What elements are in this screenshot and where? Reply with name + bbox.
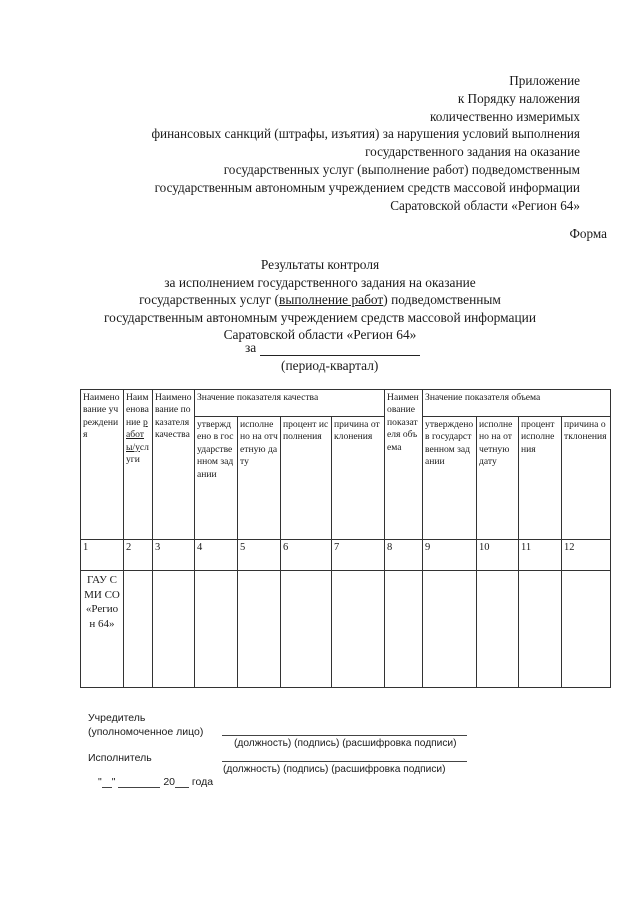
title-line3-post: ) подведомственным bbox=[383, 292, 501, 308]
date-suffix: года bbox=[191, 776, 214, 788]
column-number-row bbox=[81, 540, 611, 571]
table-cell[interactable] bbox=[124, 571, 153, 688]
header-quality-indicator: Наименование показателя качества bbox=[153, 390, 195, 540]
header-work-service-post: слуги bbox=[126, 441, 149, 466]
header-volume-executed: исполнено на отчетную дату bbox=[477, 417, 519, 540]
column-number: 6 bbox=[281, 540, 332, 571]
period-blank[interactable] bbox=[260, 342, 420, 356]
header-volume-indicator: Наименование показателя объема bbox=[385, 390, 423, 540]
date-year-blank[interactable] bbox=[175, 777, 189, 788]
header-institution: Наименование учреждения bbox=[81, 390, 124, 540]
appendix-line: финансовых санкций (штрафы, изъятия) за нарушения условий выполнения bbox=[151, 126, 580, 142]
executor-label: Исполнитель bbox=[88, 752, 152, 764]
table-cell[interactable] bbox=[477, 571, 519, 688]
period-prefix: за bbox=[245, 340, 257, 355]
table-row bbox=[81, 571, 611, 688]
column-number: 3 bbox=[153, 540, 195, 571]
form-label: Форма bbox=[569, 226, 607, 241]
title-line3-pre: государственных услуг ( bbox=[139, 292, 280, 308]
column-number: 7 bbox=[332, 540, 385, 571]
column-number: 4 bbox=[195, 540, 238, 571]
table-cell[interactable] bbox=[238, 571, 281, 688]
column-number: 10 bbox=[477, 540, 519, 571]
table-cell[interactable] bbox=[562, 571, 611, 688]
appendix-header bbox=[60, 72, 580, 214]
header-quality-executed: исполнено на отчетную дату bbox=[238, 417, 281, 540]
title-line: за исполнением государственного задания на оказание bbox=[164, 274, 476, 290]
table-cell[interactable] bbox=[423, 571, 477, 688]
appendix-line: количественно измеримых bbox=[430, 108, 580, 124]
header-work-service-underlined: работы/у bbox=[126, 416, 148, 453]
title-line: Результаты контроля bbox=[260, 257, 380, 272]
table-cell[interactable] bbox=[332, 571, 385, 688]
document-title bbox=[0, 256, 640, 344]
column-number: 1 bbox=[81, 540, 124, 571]
founder-caption: (должность) (подпись) (расшифровка подписи) bbox=[234, 738, 457, 749]
appendix-line: к Порядку наложения bbox=[457, 90, 580, 106]
date-day-blank[interactable] bbox=[102, 777, 112, 788]
date-quote-open: " bbox=[98, 776, 102, 788]
header-volume-percent: процент исполнения bbox=[519, 417, 562, 540]
appendix-line: государственным автономным учреждением средств массовой информации bbox=[154, 179, 580, 195]
header-volume-reason: причина отклонения bbox=[562, 417, 611, 540]
title-line: Саратовской области «Регион 64» bbox=[223, 327, 417, 343]
period-line bbox=[245, 340, 420, 356]
control-results-table bbox=[80, 389, 611, 688]
header-quality-reason: причина отклонения bbox=[332, 417, 385, 540]
header-volume-approved: утверждено в государственном задании bbox=[423, 417, 477, 540]
appendix-line: Саратовской области «Регион 64» bbox=[390, 197, 580, 213]
date-year-prefix: 20 bbox=[163, 776, 175, 788]
header-work-service-pre: Наименование bbox=[126, 392, 149, 428]
table-cell[interactable] bbox=[385, 571, 423, 688]
column-number: 2 bbox=[124, 540, 153, 571]
appendix-line: Приложение bbox=[509, 73, 580, 88]
date-quote-close: " bbox=[111, 776, 116, 788]
institution-cell: ГАУ СМИ СО «Регион 64» bbox=[81, 571, 124, 688]
period-caption: (период-квартал) bbox=[281, 358, 379, 373]
date-line bbox=[98, 776, 213, 788]
executor-caption: (должность) (подпись) (расшифровка подписи) bbox=[223, 764, 446, 775]
header-quality-approved: утверждено в государственном задании bbox=[195, 417, 238, 540]
title-line: государственным автономным учреждением средств массовой информации bbox=[104, 309, 536, 325]
header-volume-group: Значение показателя объема bbox=[423, 390, 611, 417]
column-number: 5 bbox=[238, 540, 281, 571]
column-number: 9 bbox=[423, 540, 477, 571]
date-month-blank[interactable] bbox=[118, 777, 160, 788]
column-number: 12 bbox=[562, 540, 611, 571]
header-work-service bbox=[124, 390, 153, 540]
founder-signature-line[interactable] bbox=[222, 735, 467, 736]
header-quality-group: Значение показателя качества bbox=[195, 390, 385, 417]
table-cell[interactable] bbox=[519, 571, 562, 688]
table-cell[interactable] bbox=[153, 571, 195, 688]
header-quality-percent: процент исполнения bbox=[281, 417, 332, 540]
title-line bbox=[0, 291, 640, 309]
table-cell[interactable] bbox=[195, 571, 238, 688]
appendix-line: государственного задания на оказание bbox=[365, 144, 580, 160]
appendix-line: государственных услуг (выполнение работ) подведомственным bbox=[223, 161, 580, 177]
founder-sub-label: (уполномоченное лицо) bbox=[88, 726, 204, 738]
column-number: 11 bbox=[519, 540, 562, 571]
table-cell[interactable] bbox=[281, 571, 332, 688]
executor-signature-line[interactable] bbox=[222, 761, 467, 762]
column-number: 8 bbox=[385, 540, 423, 571]
founder-label: Учредитель bbox=[88, 712, 146, 724]
title-line3-underlined: выполнение работ bbox=[279, 292, 384, 308]
header-row-1 bbox=[81, 390, 611, 417]
